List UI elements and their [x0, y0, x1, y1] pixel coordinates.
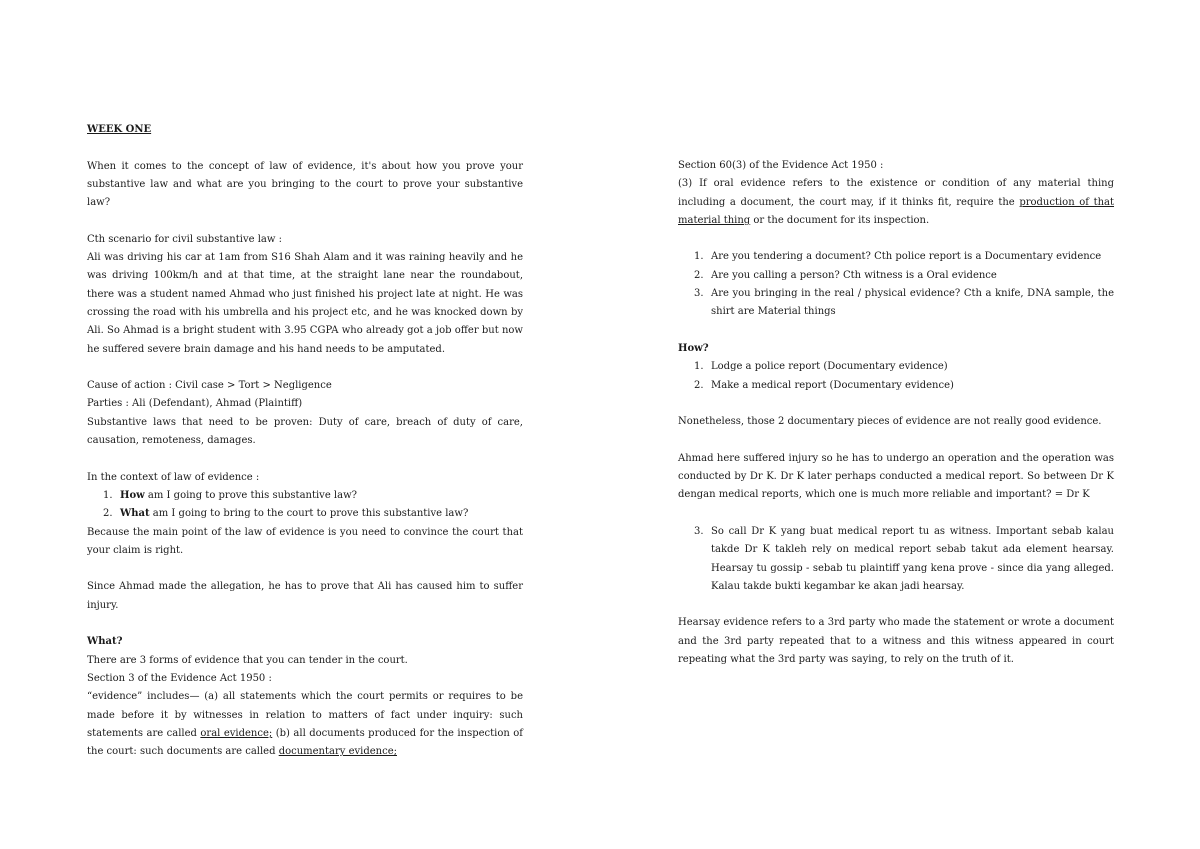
- list-item-text: Lodge a police report (Documentary evidence): [711, 361, 948, 373]
- spacer: [678, 431, 1114, 449]
- section60-part-b: or the document for its inspection.: [750, 214, 930, 226]
- spacer: [87, 450, 523, 468]
- list-item: [678, 377, 1114, 395]
- list-item-text: am I going to prove this substantive law?: [144, 489, 358, 501]
- section60-text: [678, 175, 1114, 230]
- list-item-text: Are you bringing in the real / physical evidence? Cth a knife, DNA sample, the shirt are Material things: [711, 288, 1114, 318]
- spacer: [678, 395, 1114, 413]
- questions-list: [678, 248, 1114, 321]
- spacer: [87, 212, 523, 230]
- list-number: 3.: [694, 288, 704, 300]
- list-item-text: am I going to bring to the court to prove this substantive law?: [149, 508, 469, 520]
- documentary-evidence-term: documentary evidence;: [278, 746, 397, 758]
- call-dr-list: [678, 523, 1114, 596]
- spacer: [678, 596, 1114, 614]
- nonetheless-paragraph: Nonetheless, those 2 documentary pieces of evidence are not really good evidence.: [678, 416, 1102, 428]
- material-thing-term: production of that material thing: [678, 196, 1115, 226]
- main-point: Because the main point of the law of evidence is you need to convince the court that your claim is right.: [87, 526, 523, 556]
- list-item: [678, 523, 1114, 596]
- list-item-text: So call Dr K yang buat medical report tu as witness. Important sebab kalau takde Dr K takleh rely on medical report sebab takut ada element hearsay. Hearsay tu gossip - sebab tu plaintiff yang kena prove - since dia yang alleged. Kalau takde bukti kegambar ke akan jadi hearsay.: [711, 525, 1114, 592]
- spacer: [678, 230, 1114, 248]
- context-list: [87, 487, 523, 524]
- spacer: [678, 322, 1114, 340]
- spacer: [678, 505, 1114, 523]
- list-number: 2.: [694, 379, 704, 391]
- page-title: WEEK ONE: [87, 124, 152, 135]
- left-column: [87, 121, 523, 761]
- spacer: [87, 615, 523, 633]
- list-number: 1.: [103, 489, 113, 501]
- list-item-bold: What: [120, 508, 150, 520]
- scenario-heading: Cth scenario for civil substantive law :: [87, 233, 282, 245]
- ahmad-injury-paragraph: Ahmad here suffered injury so he has to undergo an operation and the operation was conducted by Dr K. Dr K later perhaps conducted a medical report. So between Dr K dengan medical reports, which one is much more reliable and important? = Dr K: [678, 452, 1114, 501]
- spacer: [87, 139, 523, 157]
- context-heading: In the context of law of evidence :: [87, 471, 260, 483]
- list-item: [87, 505, 523, 523]
- list-item-text: Are you tendering a document? Cth police report is a Documentary evidence: [711, 251, 1102, 263]
- list-item: [678, 358, 1114, 376]
- list-item: [678, 267, 1114, 285]
- hearsay-paragraph: Hearsay evidence refers to a 3rd party who made the statement or wrote a document and the 3rd party repeated that to a witness and this witness appeared in court repeating what the 3rd party was saying, to rely on the truth of it.: [678, 617, 1114, 666]
- list-number: 1.: [694, 251, 704, 263]
- scenario-paragraph: Ali was driving his car at 1am from S16 Shah Alam and it was raining heavily and he was driving 100km/h and at that time, at the straight lane near the roundabout, there was a student named Ahmad who just finished his project late at night. He was crossing the road with his umbrella and his project etc, and he was knocked down by Ali. So Ahmad is a bright student with 3.95 CGPA who already got a job offer but now he suffered severe brain damage and his hand needs to be amputated.: [87, 252, 523, 355]
- cause-of-action: Cause of action : Civil case > Tort > Negligence: [87, 380, 332, 392]
- list-item-text: Are you calling a person? Cth witness is a Oral evidence: [711, 269, 997, 281]
- intro-paragraph: When it comes to the concept of law of evidence, it's about how you prove your substantive law and what are you bringing to the court to prove your substantive law?: [87, 160, 523, 209]
- list-item-bold: How: [120, 489, 145, 501]
- substantive-laws: Substantive laws that need to be proven: Duty of care, breach of duty of care, causation, remoteness, damages.: [87, 416, 523, 447]
- what-heading: What?: [87, 636, 123, 648]
- right-column: [678, 157, 1114, 669]
- section3-part-a: “evidence” includes— (a) all statements which the court permits or requires to be made before it by witnesses in relation to matters of fact under inquiry: such statements are called: [87, 691, 523, 739]
- spacer: [87, 560, 523, 578]
- forms-line: There are 3 forms of evidence that you can tender in the court.: [87, 654, 408, 666]
- since-ahmad: Since Ahmad made the allegation, he has to prove that Ali has caused him to suffer injury.: [87, 581, 523, 611]
- section60-heading: Section 60(3) of the Evidence Act 1950 :: [678, 160, 884, 171]
- list-item: [87, 487, 523, 505]
- oral-evidence-term: oral evidence;: [200, 727, 273, 739]
- spacer: [87, 359, 523, 377]
- list-item: [678, 248, 1114, 266]
- section60-part-a: (3) If oral evidence refers to the existence or condition of any material thing including a document, the court may, if it thinks fit, require the: [678, 178, 1114, 208]
- section3-text: [87, 688, 523, 761]
- list-number: 2.: [103, 508, 113, 520]
- list-item: [678, 285, 1114, 322]
- section3-part-b: (b) all documents produced for the inspection of the court: such documents are called: [87, 727, 523, 758]
- list-number: 3.: [694, 525, 704, 537]
- how-list: [678, 358, 1114, 395]
- list-item-text: Make a medical report (Documentary evidence): [711, 379, 954, 391]
- how-heading: How?: [678, 342, 709, 354]
- list-number: 2.: [694, 269, 704, 281]
- parties: Parties : Ali (Defendant), Ahmad (Plaintiff): [87, 398, 303, 410]
- section3-heading: Section 3 of the Evidence Act 1950 :: [87, 672, 272, 684]
- list-number: 1.: [694, 361, 704, 373]
